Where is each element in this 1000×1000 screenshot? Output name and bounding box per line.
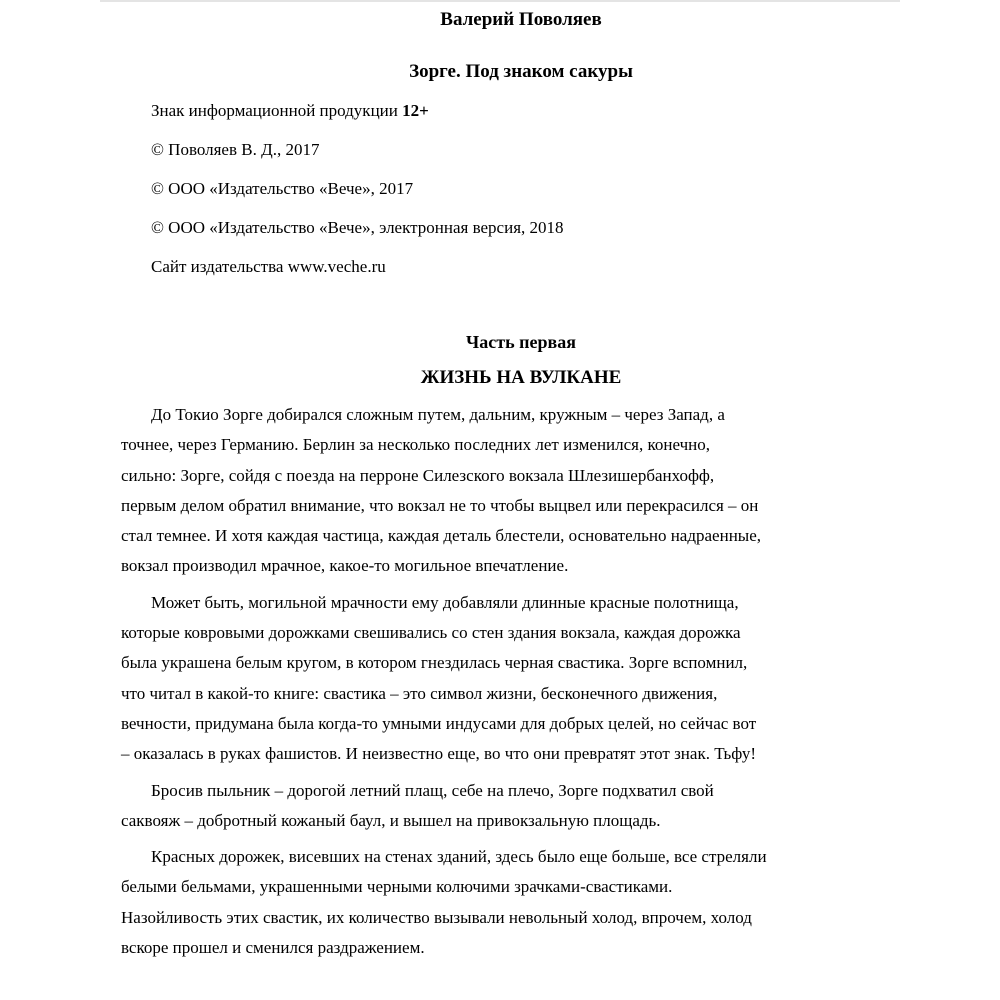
document-page	[121, 0, 921, 963]
paragraph-line: саквояж – добротный кожаный баул, и вышел на привокзальную площадь.	[121, 810, 661, 830]
paragraph-line: вокзал производил мрачное, какое-то могильное впечатление.	[121, 556, 569, 576]
paragraph-line: что читал в какой-то книге: свастика – это символ жизни, бесконечного движения,	[121, 683, 718, 703]
age-rating-line	[121, 100, 921, 122]
book-title: Зорге. Под знаком сакуры	[409, 61, 633, 82]
paragraph	[121, 842, 921, 963]
paragraph-line: Бросив пыльник – дорогой летний плащ, себе на плечо, Зорге подхватил свой	[151, 780, 714, 800]
imprint-block	[121, 100, 921, 278]
paragraph-line: точнее, через Германию. Берлин за несколько последних лет изменился, конечно,	[121, 435, 711, 455]
paragraph-line: – оказалась в руках фашистов. И неизвестно еще, во что они превратят этот знак. Тьфу!	[121, 744, 757, 764]
paragraph-line: которые ковровыми дорожками свешивались со стен здания вокзала, каждая дорожка	[121, 623, 741, 643]
paragraph	[121, 588, 921, 770]
paragraph-line: Красных дорожек, висевших на стенах зданий, здесь было еще больше, все стреляли	[151, 847, 767, 867]
part-title: Часть первая	[466, 332, 576, 352]
paragraph	[121, 400, 921, 582]
paragraph-line: стал темнее. И хотя каждая частица, каждая деталь блестели, основательно надраенные,	[121, 526, 762, 546]
paragraph-line: сильно: Зорге, сойдя с поезда на перроне Силезского вокзала Шлезишербанхофф,	[121, 465, 715, 485]
paragraph-line: Назойливость этих свастик, их количество вызывали невольный холод, впрочем, холод	[121, 907, 752, 927]
paragraph-line: первым делом обратил внимание, что вокзал не то чтобы выцвел или перекрасился – он	[121, 495, 759, 515]
paragraph	[121, 776, 921, 837]
copyright-author: © Поволяев В. Д., 2017	[151, 140, 320, 159]
age-rating-label: Знак информационной продукции	[151, 101, 403, 120]
paragraph-line: белыми бельмами, украшенными черными колючими зрачками-свастиками.	[121, 877, 673, 897]
chapter-body	[121, 400, 921, 963]
paragraph-line: Может быть, могильной мрачности ему добавляли длинные красные полотнища,	[151, 592, 739, 612]
paragraph-line: До Токио Зорге добирался сложным путем, дальним, кружным – через Запад, а	[151, 405, 725, 424]
chapter-title: ЖИЗНЬ НА ВУЛКАНЕ	[420, 367, 622, 388]
paragraph-line: была украшена белым кругом, в котором гнездилась черная свастика. Зорге вспомнил,	[121, 653, 748, 673]
copyright-publisher: © ООО «Издательство «Вече», 2017	[151, 179, 414, 198]
paragraph-line: вечности, придумана была когда-то умными индусами для добрых целей, но сейчас вот	[121, 713, 757, 733]
author-name: Валерий Поволяев	[440, 9, 602, 30]
age-rating-value: 12+	[402, 101, 429, 120]
paragraph-line: вскоре прошел и сменился раздражением.	[121, 938, 425, 958]
publisher-website: Сайт издательства www.veche.ru	[151, 257, 386, 276]
copyright-electronic: © ООО «Издательство «Вече», электронная версия, 2018	[151, 218, 564, 237]
